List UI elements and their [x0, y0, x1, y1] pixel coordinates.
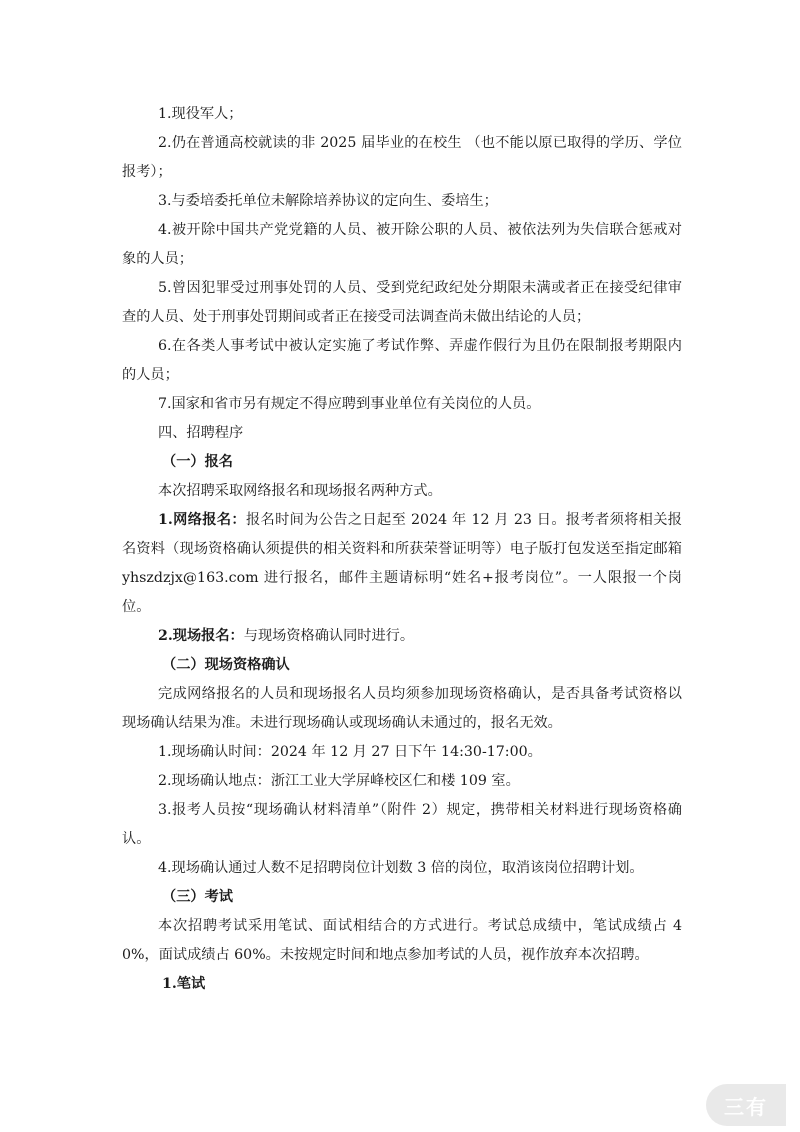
subsection-heading: （一）报名 [162, 454, 233, 470]
section-heading: 四、招聘程序 [158, 425, 244, 441]
list-item: 7.国家和省市另有规定不得应聘到事业单位有关岗位的人员。 [158, 396, 541, 412]
paragraph: 2.现场确认地点：浙江工业大学屏峰校区仁和楼 109 室。 [158, 773, 520, 789]
list-item: 4.被开除中国共产党党籍的人员、被开除公职的人员、被依法列为失信联合惩戒对象的人员； [122, 222, 682, 267]
paragraph: 3.报考人员按“现场确认材料清单”（附件 2）规定，携带相关材料进行现场资格确认。 [122, 802, 682, 847]
subsection-heading: 1.笔试 [162, 976, 206, 992]
list-item: 6.在各类人事考试中被认定实施了考试作弊、弄虚作假行为且仍在限制报考期限内的人员； [122, 338, 682, 383]
paragraph [122, 622, 682, 651]
paragraph: 完成网络报名的人员和现场报名人员均须参加现场资格确认，是否具备考试资格以现场确认结果为准。未进行现场确认或现场确认未通过的，报名无效。 [122, 686, 682, 731]
list-item: 3.与委培委托单位未解除培养协议的定向生、委培生； [158, 193, 498, 209]
document-body [122, 100, 682, 999]
paragraph-label: 2.现场报名： [158, 628, 244, 644]
paragraph: 4.现场确认通过人数不足招聘岗位计划数 3 倍的岗位，取消该岗位招聘计划。 [158, 860, 644, 876]
paragraph: 本次招聘采取网络报名和现场报名两种方式。 [158, 483, 442, 499]
paragraph-label: 1.网络报名： [158, 512, 246, 528]
paragraph [122, 506, 682, 622]
paragraph: 1.现场确认时间：2024 年 12 月 27 日下午 14:30-17:00。 [158, 744, 542, 760]
subsection-heading: （二）现场资格确认 [162, 657, 290, 673]
paragraph-text: 报名时间为公告之日起至 2024 年 12 月 23 日。报考者须将相关报名资料（现场资格确认须提供的相关资料和所获荣誉证明等）电子版打包发送至指定邮箱 yhszdzjx@163.com 进行报名，邮件主题请标明“姓名+报考岗位”。一人限报一个岗位。 [122, 512, 682, 615]
subsection-heading: （三）考试 [162, 889, 233, 905]
paragraph-text: 与现场资格确认同时进行。 [243, 628, 415, 644]
list-item: 2.仍在普通高校就读的非 2025 届毕业的在校生 （也不能以原已取得的学历、学位报考）； [122, 135, 682, 180]
list-item: 1.现役军人； [158, 106, 243, 122]
list-item: 5.曾因犯罪受过刑事处罚的人员、受到党纪政纪处分期限未满或者正在接受纪律审查的人员、处于刑事处罚期间或者正在接受司法调查尚未做出结论的人员； [122, 280, 682, 325]
paragraph: 本次招聘考试采用笔试、面试相结合的方式进行。考试总成绩中，笔试成绩占 40%，面试成绩占 60%。未按规定时间和地点参加考试的人员，视作放弃本次招聘。 [122, 918, 682, 963]
watermark-logo: 三有 [706, 1084, 786, 1126]
